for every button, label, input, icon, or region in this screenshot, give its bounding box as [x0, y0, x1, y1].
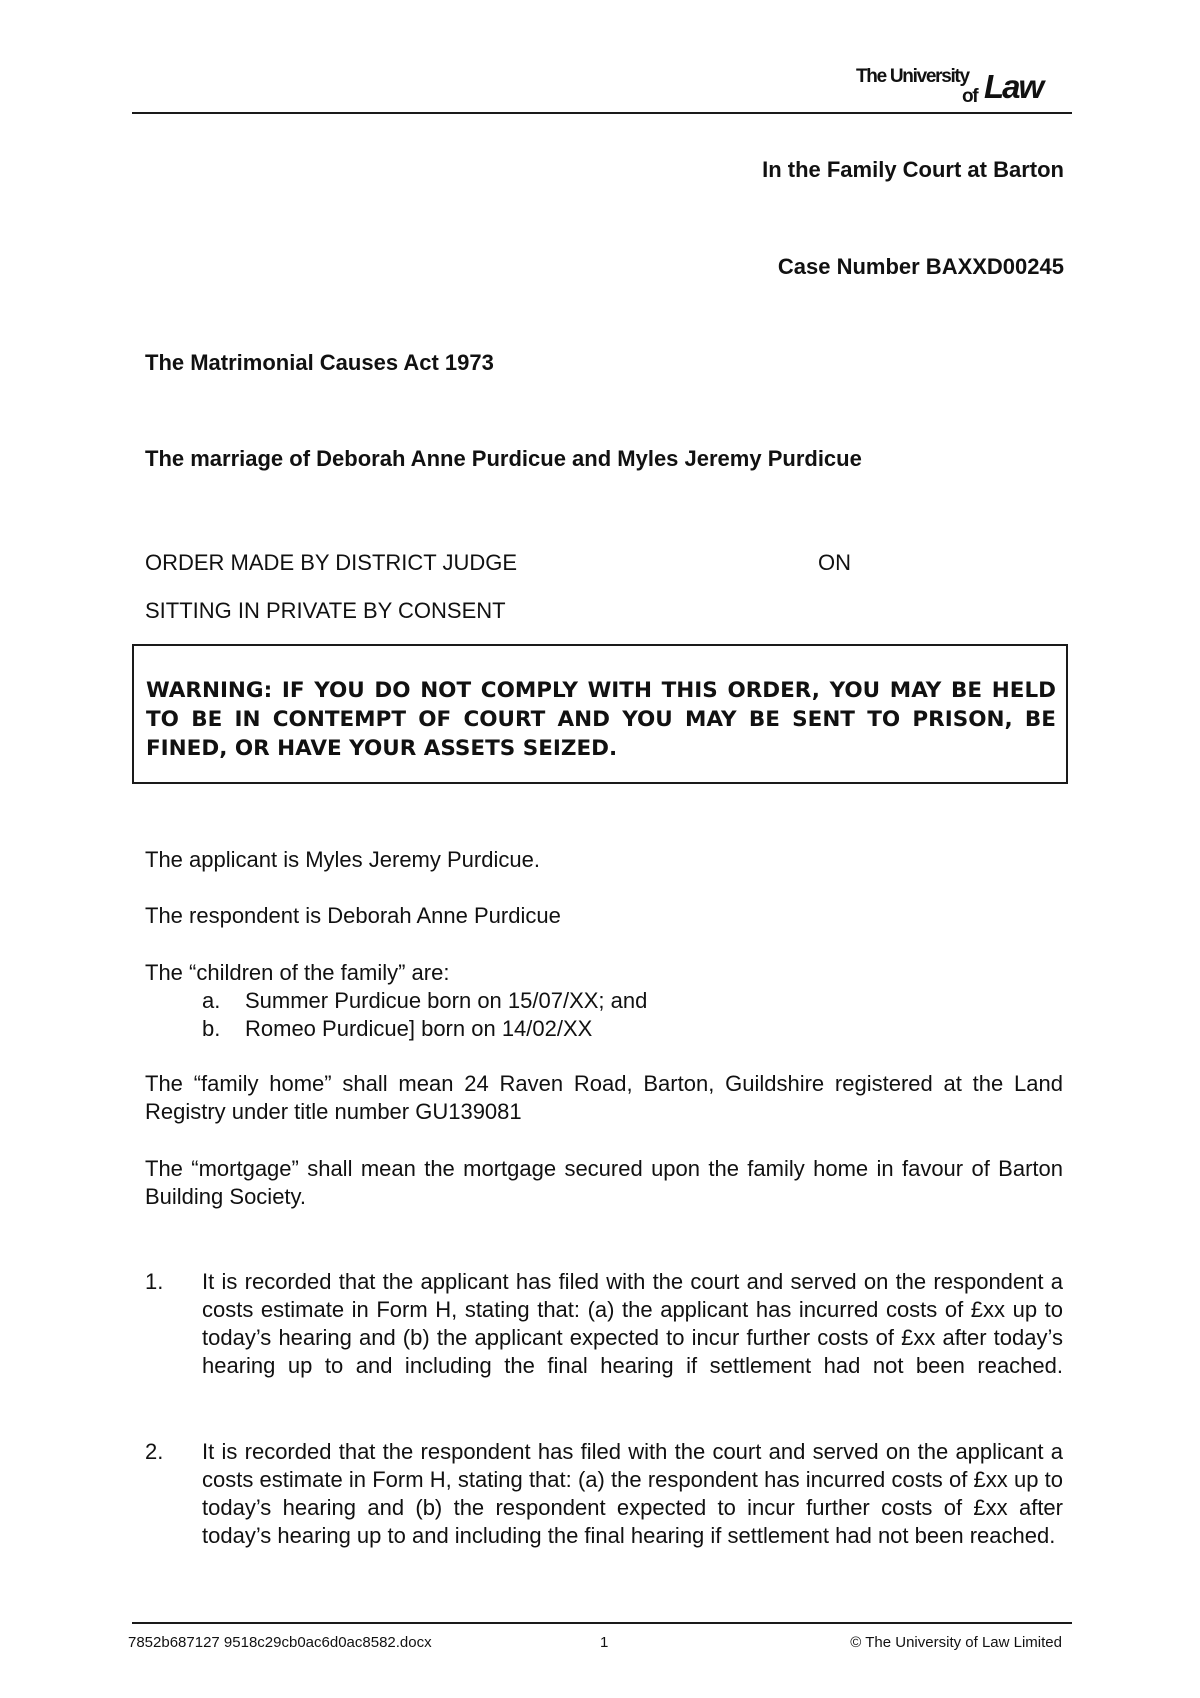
case-number: Case Number BAXXD00245 — [777, 254, 1064, 279]
mortgage-definition: The “mortgage” shall mean the mortgage secured upon the family home in favour of Barton Building Society. — [145, 1156, 1063, 1209]
order-sitting: SITTING IN PRIVATE BY CONSENT — [145, 598, 506, 623]
logo-line-of: of — [962, 86, 978, 107]
clause-number: 2. — [145, 1439, 164, 1464]
footer-copyright: © The University of Law Limited — [850, 1634, 1062, 1651]
clause-text: It is recorded that the applicant has filed with the court and served on the respondent a costs estimate in Form H, stating that: (a) the applicant has incurred costs of £xx up to today’s hearing and (b) the applicant expected to incur further costs of £xx after today’s hearing up to and including the final hearing if settlement had not been reached. — [202, 1269, 1063, 1378]
footer-divider — [132, 1622, 1072, 1624]
footer-filename: 7852b687127 9518c29cb0ac6d0ac8582.docx — [128, 1634, 432, 1651]
warning-box — [132, 644, 1068, 784]
respondent-statement: The respondent is Deborah Anne Purdicue — [145, 903, 561, 928]
logo-line-law: Law — [984, 68, 1043, 105]
child-marker: a. — [202, 988, 221, 1013]
act-title: The Matrimonial Causes Act 1973 — [145, 350, 494, 375]
warning-text: WARNING: IF YOU DO NOT COMPLY WITH THIS ORDER, YOU MAY BE HELD TO BE IN CONTEMPT OF COURT AND YOU MAY BE SENT TO PRISON, BE FINED, OR HAVE YOUR ASSETS SEIZED. — [146, 678, 1056, 761]
applicant-statement: The applicant is Myles Jeremy Purdicue. — [145, 847, 540, 872]
clause-number: 1. — [145, 1269, 164, 1294]
court-name: In the Family Court at Barton — [762, 157, 1064, 182]
children-intro: The “children of the family” are: — [145, 960, 450, 985]
family-home-definition: The “family home” shall mean 24 Raven Road, Barton, Guildshire registered at the Land Registry under title number GU139081 — [145, 1071, 1063, 1124]
header-divider — [132, 112, 1072, 114]
child-item: Summer Purdicue born on 15/07/XX; and — [245, 988, 648, 1013]
logo-line-university: The University — [856, 66, 969, 87]
marriage-title: The marriage of Deborah Anne Purdicue and Myles Jeremy Purdicue — [145, 446, 862, 471]
university-logo — [848, 64, 1060, 108]
clause-text: It is recorded that the respondent has filed with the court and served on the applicant a costs estimate in Form H, stating that: (a) the respondent has incurred costs of £xx up to today’s hearing and (b) the respondent expected to incur further costs of £xx after today’s hearing up to and including the final hearing if settlement had not been reached. — [202, 1439, 1063, 1548]
child-marker: b. — [202, 1016, 221, 1041]
order-made-by: ORDER MADE BY DISTRICT JUDGE — [145, 550, 518, 575]
footer-page-number: 1 — [600, 1634, 609, 1651]
order-on: ON — [818, 550, 851, 575]
child-item: Romeo Purdicue] born on 14/02/XX — [245, 1016, 593, 1041]
